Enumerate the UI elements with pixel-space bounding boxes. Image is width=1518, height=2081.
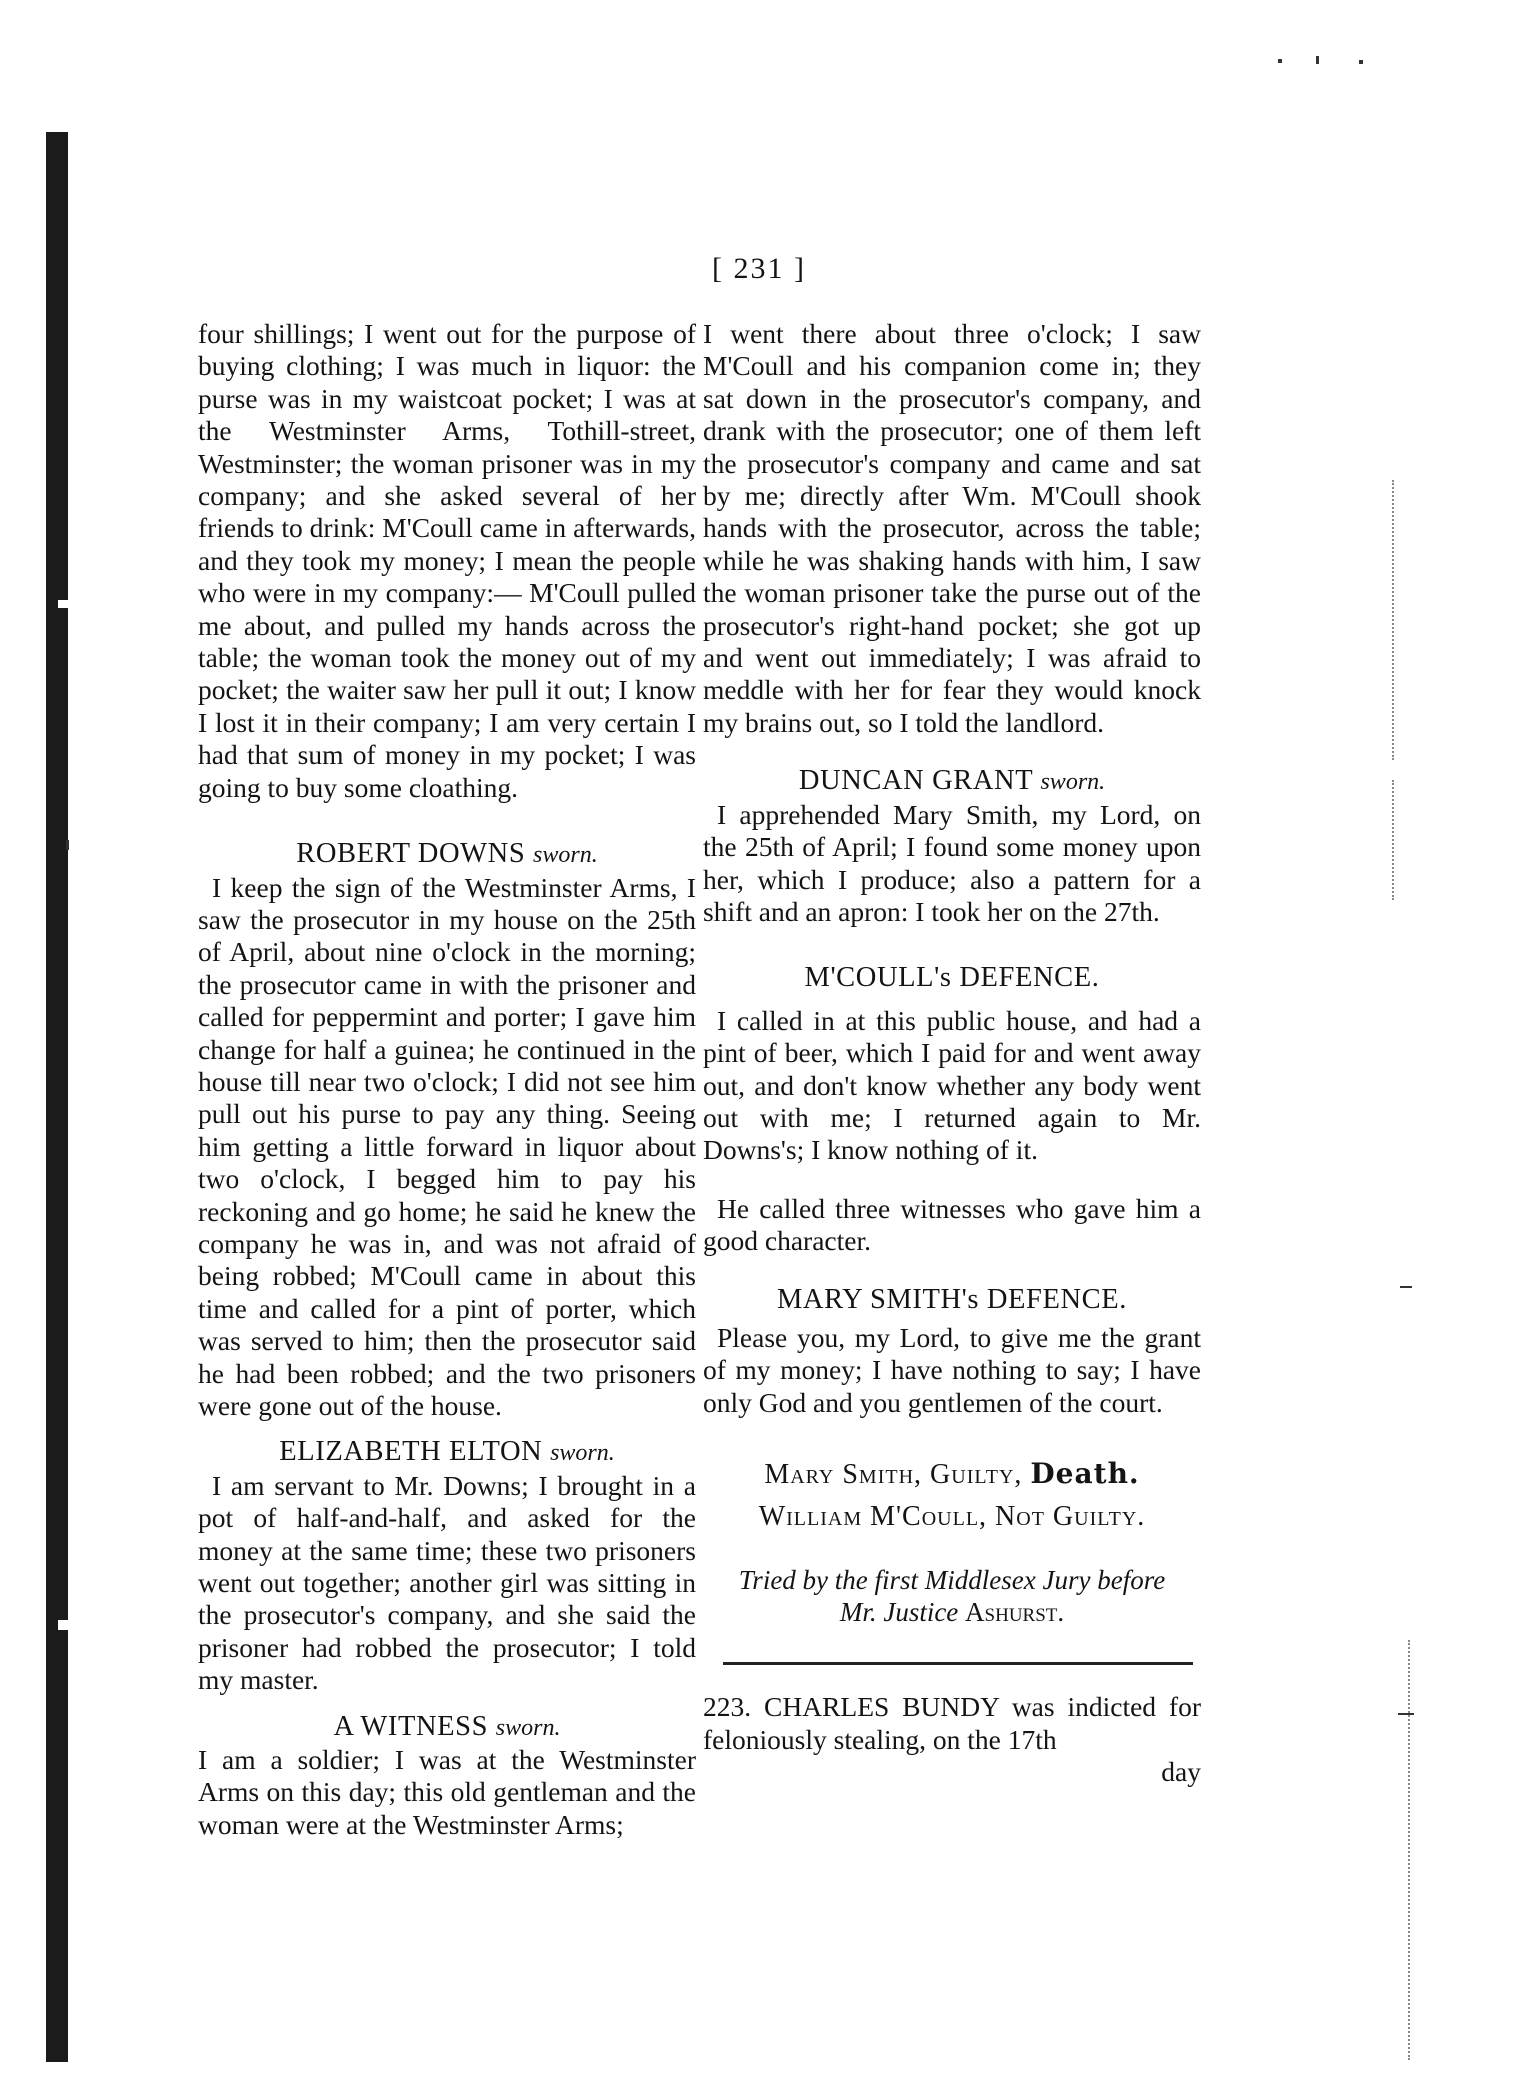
binding-notch [58, 1620, 70, 1630]
page-number: [ 231 ] [712, 252, 806, 285]
sworn-label: sworn. [533, 842, 598, 869]
witness-name: DUNCAN GRANT [798, 765, 1033, 797]
witness-name: A WITNESS [333, 1710, 489, 1742]
testimony-paragraph: I apprehended Mary Smith, my Lord, on the 25th of April; I found some money upon her, which I produce; also a pattern for a shift and an apron: I took her on the 27th. [703, 798, 1201, 927]
verdict-line [703, 1453, 1201, 1496]
sworn-label: sworn. [550, 1440, 615, 1467]
testimony-paragraph: I went there about three o'clock; I saw M'Coull and his companion come in; they sat down in the prosecutor's company, and drank with the prosecutor; one of them left the prosecutor's company and came and sat by me; directly after Wm. M'Coull shook hands with the prosecutor, across the table; while he was shaking hands with him, I saw the woman prisoner take the purse out of the prosecutor's right-hand pocket; she got up and went out immediately; I was afraid to meddle with her for fear they would knock my brains out, so I told the landlord. [703, 318, 1201, 738]
page-edge-dots [1392, 480, 1396, 760]
character-witness-note: He called three witnesses who gave him a good character. [703, 1192, 1201, 1257]
scan-speck [1316, 56, 1319, 64]
new-case-paragraph [703, 1691, 1201, 1756]
judge-name: Ashurst. [965, 1597, 1065, 1628]
binding-shadow [46, 132, 68, 2062]
testimony-paragraph: I keep the sign of the Westminster Arms, I saw the prosecutor in my house on the 25th of April, about nine o'clock in the morning; the prosecutor came in with the prisoner and called for peppermint and porter; I gave him change for half a guinea; he continued in the house till near two o'clock; I did not see him pull out his purse to pay any thing. Seeing him getting a little forward in liquor about two o'clock, I begged him to pay his reckoning and go home; he said he knew the company he was in, and was not afraid of being robbed; M'Coull came in about this time and called for a pint of porter, which was served to him; then the prosecutor said he had been robbed; and the two prisoners were gone out of the house. [198, 871, 696, 1421]
witness-heading [198, 1436, 696, 1469]
witness-heading [198, 1711, 696, 1744]
case-text: CHARLES BUNDY was indicted for feloniously stealing, on the 17th [703, 1691, 1201, 1755]
defence-heading: MARY SMITH's DEFENCE. [776, 1283, 1127, 1315]
section-divider [723, 1662, 1193, 1665]
scan-speck [66, 840, 69, 850]
left-column [198, 318, 696, 1841]
defence-heading: M'COULL's DEFENCE. [804, 962, 1100, 994]
sworn-label: sworn. [1040, 769, 1106, 796]
scan-speck [1359, 60, 1363, 64]
witness-heading [198, 838, 696, 871]
right-column [703, 318, 1201, 1788]
scan-speck [1278, 59, 1282, 63]
scan-speck [1398, 1713, 1414, 1715]
testimony-paragraph: four shillings; I went out for the purpose of buying clothing; I was much in liquor: the purse was in my waistcoat pocket; I was at the Westminster Arms, Tothill-street, Westminster; the woman prisoner was in my company; and she asked several of her friends to drink: M'Coull came in afterwards, and they took my money; I mean the people who were in my company:— M'Coull pulled me about, and pulled my hands across the table; the woman took the money out of my pocket; the waiter saw her pull it out; I know I lost it in their company; I am very certain I had that sum of money in my pocket; I was going to buy some cloathing. [198, 318, 696, 803]
testimony-paragraph: I am a soldier; I was at the Westminster Arms on this day; this old gentleman and the woman were at the Westminster Arms; [198, 1744, 696, 1840]
witness-heading [703, 765, 1201, 798]
binding-notch [58, 600, 70, 608]
judge-title: Mr. Justice [839, 1597, 959, 1628]
sworn-label: sworn. [495, 1714, 561, 1741]
page-edge-dots [1408, 1640, 1412, 2060]
page-edge-dots [1392, 780, 1396, 900]
verdict-line: William M'Coull, Not Guilty. [758, 1501, 1146, 1533]
defence-paragraph: Please you, my Lord, to give me the grant of my money; I have nothing to say; I have only God and you gentlemen of the court. [703, 1321, 1201, 1418]
witness-name: ROBERT DOWNS [296, 838, 526, 870]
sentence-text: Death. [1030, 1457, 1140, 1491]
scan-speck [1400, 1286, 1412, 1288]
case-number: 223. [703, 1691, 752, 1723]
defence-paragraph: I called in at this public house, and had a pint of beer, which I paid for and went away out, and don't know whether any body went out with me; I returned again to Mr. Downs's; I know nothing of it. [703, 1004, 1201, 1166]
trial-note: Tried by the first Middlesex Jury before [738, 1565, 1166, 1596]
catchword: day [1161, 1756, 1201, 1787]
verdict-text: Mary Smith, Guilty, [764, 1459, 1023, 1491]
trial-note [703, 1596, 1201, 1628]
witness-name: ELIZABETH ELTON [279, 1436, 543, 1468]
testimony-paragraph: I am servant to Mr. Downs; I brought in a pot of half-and-half, and asked for the money at the same time; these two prisoners went out together; another girl was sitting in the prosecutor's company, and she said the prisoner had robbed the prosecutor; I told my master. [198, 1469, 696, 1696]
